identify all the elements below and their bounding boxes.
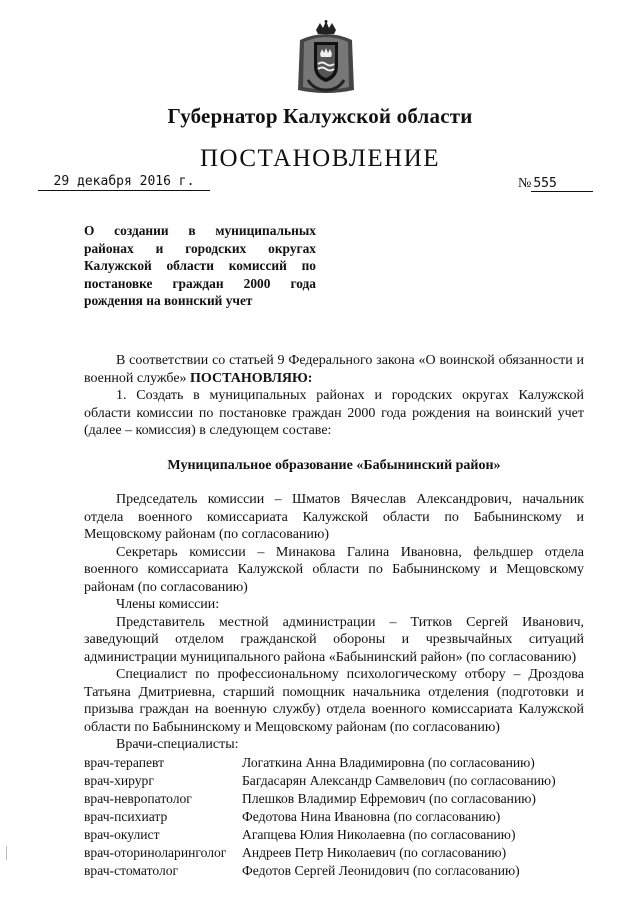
chairman-paragraph: Председатель комиссии – Шматов Вячеслав Александрович, начальник отдела военного комиссариата Калужской области по Бабынинскому и Мещовскому районам (по согласованию) (84, 492, 584, 542)
doctor-role: врач-оториноларинголог (84, 844, 227, 860)
doctors-list (84, 754, 584, 880)
coat-of-arms-icon (294, 20, 358, 96)
doctor-role: врач-стоматолог (84, 862, 179, 878)
doctor-role: врач-терапевт (84, 754, 165, 770)
list-item (84, 844, 584, 862)
doctor-role: врач-окулист (84, 826, 160, 842)
secretary-paragraph: Секретарь комиссии – Минакова Галина Ивановна, фельдшер отдела военного комиссариата Калужской области по Бабынинскому и Мещовскому районам (по согласованию) (84, 544, 584, 595)
psych-specialist-paragraph: Специалист по профессиональному психологическому отбору – Дроздова Татьяна Дмитриевна, старший помощник начальника отделения (подготовки и призыва граждан на военную службу) отдела военного комиссариата Калужской области по Бабынинскому и Мещовскому районам (по согласованию) (84, 667, 584, 735)
doctor-person: Федотов Сергей Леонидович (по согласованию) (242, 862, 520, 878)
list-item (84, 754, 584, 772)
members-label: Члены комиссии: (116, 597, 220, 612)
doctors-label: Врачи-специалисты: (116, 737, 239, 752)
number-value: 555 (531, 176, 593, 192)
administration-rep-paragraph: Представитель местной администрации – Титков Сергей Иванович, заведующий отделом гражданской обороны и чрезвычайных ситуаций администрации муниципального района «Бабынинский район» (по согласованию) (84, 614, 584, 665)
document-subject: О создании в муниципальных районах и городских округах Калужской области комиссий по постановке граждан 2000 года рождения на воинский учет (84, 223, 316, 308)
document-number (518, 176, 593, 192)
municipality-heading: Муниципальное образование «Бабынинский район» (167, 457, 501, 473)
doctor-role: врач-психиатр (84, 808, 168, 824)
list-item (84, 808, 584, 826)
doctor-person: Логаткина Анна Владимировна (по согласованию) (242, 754, 535, 770)
scan-mark (6, 846, 9, 860)
number-label: № (518, 176, 532, 191)
doctor-role: врач-невропатолог (84, 790, 192, 806)
doctor-person: Плешков Владимир Ефремович (по согласованию) (242, 790, 536, 806)
list-item (84, 790, 584, 808)
preamble-paragraph (84, 352, 584, 387)
list-item (84, 772, 584, 790)
doctor-person: Багдасарян Александр Самвелович (по согласованию) (242, 772, 556, 788)
preamble-text: В соответствии со статьей 9 Федерального закона «О воинской обязанности и военной службе» (84, 353, 584, 386)
doctor-person: Агапцева Юлия Николаевна (по согласованию) (242, 826, 516, 842)
item-1-paragraph: 1. Создать в муниципальных районах и городских округах Калужской области комиссии по постановке граждан 2000 года рождения на воинский учет (далее – комиссия) в следующем составе: (84, 388, 584, 438)
document-body (84, 352, 584, 880)
doctor-person: Федотова Нина Ивановна (по согласованию) (242, 808, 501, 824)
document-date: 29 декабря 2016 г. (38, 174, 210, 191)
list-item (84, 826, 584, 844)
doctor-role: врач-хирург (84, 772, 154, 788)
doctor-person: Андреев Петр Николаевич (по согласованию) (242, 844, 507, 860)
list-item (84, 862, 584, 880)
decree-word: ПОСТАНОВЛЯЮ: (190, 370, 313, 386)
document-type-title: ПОСТАНОВЛЕНИЕ (199, 145, 441, 172)
governor-title: Губернатор Калужской области (167, 104, 473, 128)
